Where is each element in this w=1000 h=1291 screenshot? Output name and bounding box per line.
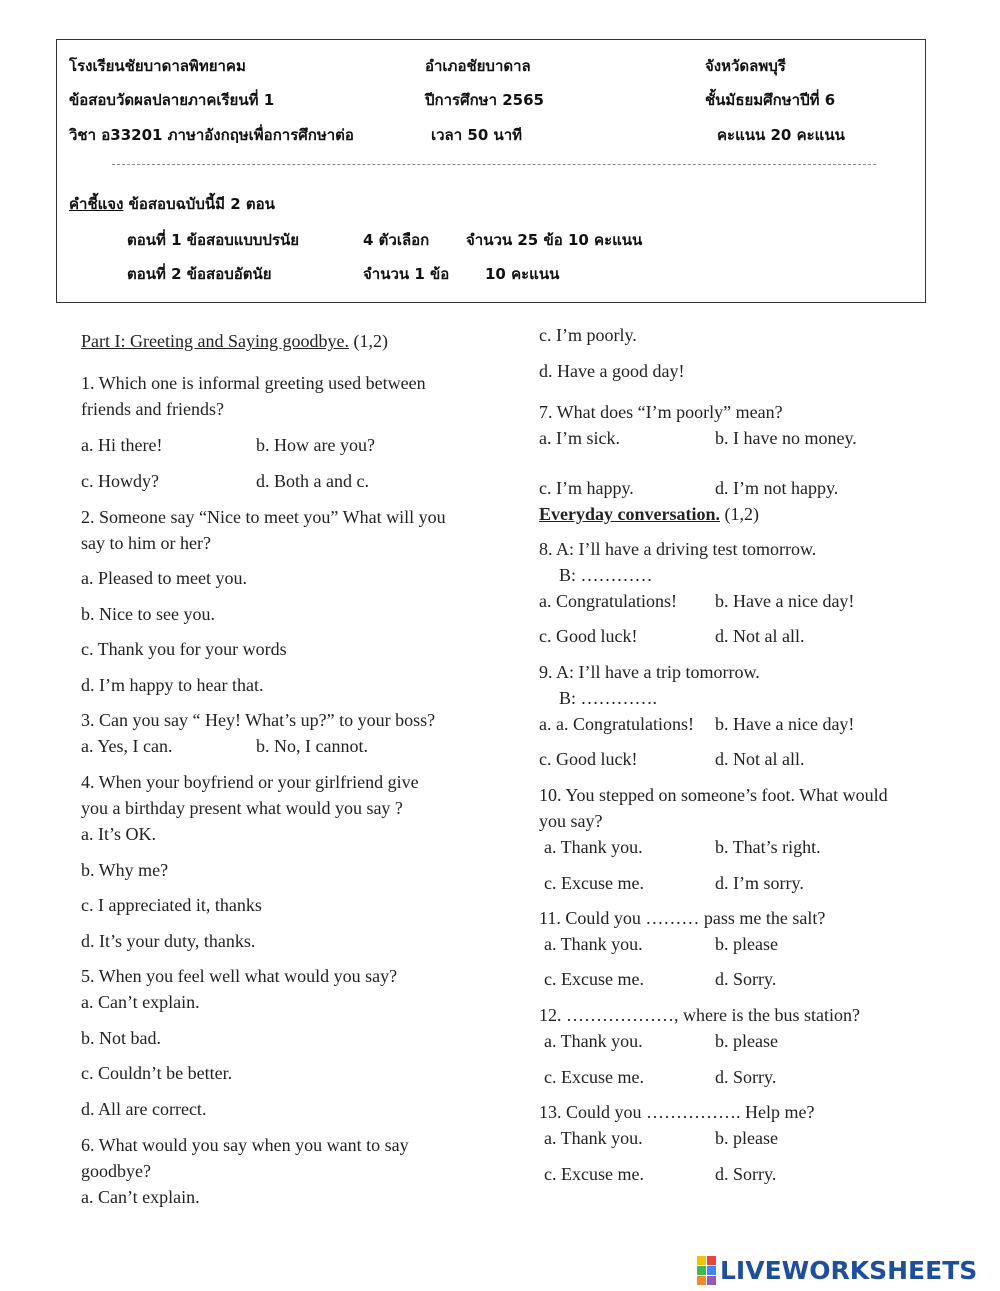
question-8-line1: 8. A: I’ll have a driving test tomorrow. (539, 539, 817, 559)
liveworksheets-logo[interactable] (697, 1255, 977, 1285)
q4-option-d: d. It’s your duty, thanks. (81, 931, 256, 951)
q6-option-c: c. I’m poorly. (539, 325, 637, 345)
q10-option-a: a. Thank you. (544, 837, 643, 857)
part1-title-text: Part I: Greeting and Saying goodbye. (81, 331, 349, 351)
q12-option-c: c. Excuse me. (544, 1067, 644, 1087)
q2-option-b: b. Nice to see you. (81, 604, 215, 624)
instructions-label: คำชี้แจง (69, 195, 124, 213)
part1-title (81, 330, 388, 352)
q8-option-d: d. Not al all. (715, 626, 805, 646)
q10-option-b: b. That’s right. (715, 837, 821, 857)
q5-option-b: b. Not bad. (81, 1028, 161, 1048)
q11-option-a: a. Thank you. (544, 934, 643, 954)
exam-title: ข้อสอบวัดผลปลายภาคเรียนที่ 1 (69, 91, 275, 109)
question-12-line1: 12. ………………, where is the bus station? (539, 1005, 860, 1025)
exam-header-box (56, 39, 926, 303)
q1-option-a: a. Hi there! (81, 435, 163, 455)
q13-option-d: d. Sorry. (715, 1164, 777, 1184)
question-3-line1: 3. Can you say “ Hey! What’s up?” to your boss? (81, 710, 436, 730)
q5-option-d: d. All are correct. (81, 1099, 207, 1119)
academic-year: ปีการศึกษา 2565 (425, 91, 544, 109)
question-1-line2: friends and friends? (81, 399, 224, 419)
question-9-line2: B: …………. (559, 688, 658, 708)
q6-option-a: a. Can’t explain. (81, 1187, 200, 1207)
question-8-line2: B: ………… (559, 565, 653, 585)
q8-option-b: b. Have a nice day! (715, 591, 855, 611)
question-1-line1: 1. Which one is informal greeting used between (81, 373, 426, 393)
q9-option-b: b. Have a nice day! (715, 714, 855, 734)
part1-title-suffix: (1,2) (348, 331, 388, 351)
question-6-line2: goodbye? (81, 1161, 151, 1181)
logo-square-1 (697, 1256, 706, 1265)
question-10-line2: you say? (539, 811, 603, 831)
q7-option-d: d. I’m not happy. (715, 478, 839, 498)
q3-option-b: b. No, I cannot. (256, 736, 368, 756)
q5-option-a: a. Can’t explain. (81, 992, 200, 1012)
logo-square-6 (707, 1276, 716, 1285)
q12-option-b: b. please (715, 1031, 778, 1051)
q13-option-a: a. Thank you. (544, 1128, 643, 1148)
subject-line: วิชา อ33201 ภาษาอังกฤษเพื่อการศึกษาต่อ (69, 126, 354, 144)
question-7-line1: 7. What does “I’m poorly” mean? (539, 402, 783, 422)
q10-option-c: c. Excuse me. (544, 873, 644, 893)
question-2-line2: say to him or her? (81, 533, 211, 553)
part1-choices: 4 ตัวเลือก (363, 231, 430, 249)
q12-option-a: a. Thank you. (544, 1031, 643, 1051)
q2-option-c: c. Thank you for your words (81, 639, 287, 659)
q13-option-b: b. please (715, 1128, 778, 1148)
logo-square-4 (707, 1266, 716, 1275)
q6-option-d: d. Have a good day! (539, 361, 685, 381)
question-6-line1: 6. What would you say when you want to say (81, 1135, 409, 1155)
grade-level: ชั้นมัธยมศึกษาปีที่ 6 (705, 91, 836, 109)
q2-option-d: d. I’m happy to hear that. (81, 675, 264, 695)
q7-option-c: c. I’m happy. (539, 478, 634, 498)
question-13-line1: 13. Could you ……………. Help me? (539, 1102, 815, 1122)
q1-option-b: b. How are you? (256, 435, 375, 455)
question-2-line1: 2. Someone say “Nice to meet you” What will you (81, 507, 446, 527)
instructions (69, 192, 275, 216)
section-everyday-suffix: (1,2) (719, 504, 759, 524)
question-11-line1: 11. Could you ……… pass me the salt? (539, 908, 826, 928)
header-divider (112, 164, 876, 165)
q1-option-c: c. Howdy? (81, 471, 159, 491)
q9-option-a: a. a. Congratulations! (539, 714, 694, 734)
q2-option-a: a. Pleased to meet you. (81, 568, 247, 588)
q3-option-a: a. Yes, I can. (81, 736, 173, 756)
district-name: อำเภอชัยบาดาล (425, 57, 531, 75)
logo-square-3 (697, 1266, 706, 1275)
q9-option-c: c. Good luck! (539, 749, 638, 769)
logo-text: LIVEWORKSHEETS (720, 1255, 978, 1285)
school-name: โรงเรียนชัยบาดาลพิทยาคม (69, 57, 246, 75)
question-5-line1: 5. When you feel well what would you say? (81, 966, 398, 986)
q12-option-d: d. Sorry. (715, 1067, 777, 1087)
question-4-line2: you a birthday present what would you say ? (81, 798, 403, 818)
province-name: จังหวัดลพบุรี (705, 57, 786, 75)
logo-squares-icon (697, 1256, 716, 1285)
part1-name: ตอนที่ 1 ข้อสอบแบบปรนัย (127, 231, 300, 249)
q11-option-d: d. Sorry. (715, 969, 777, 989)
logo-square-5 (697, 1276, 706, 1285)
q8-option-c: c. Good luck! (539, 626, 638, 646)
section-everyday-text: Everyday conversation. (539, 504, 720, 524)
exam-time: เวลา 50 นาที (431, 126, 523, 144)
part2-score: 10 คะแนน (485, 265, 560, 283)
part2-count: จำนวน 1 ข้อ (363, 265, 450, 283)
section-everyday-title (539, 503, 759, 525)
q11-option-c: c. Excuse me. (544, 969, 644, 989)
q13-option-c: c. Excuse me. (544, 1164, 644, 1184)
question-4-line1: 4. When your boyfriend or your girlfriend give (81, 772, 419, 792)
question-10-line1: 10. You stepped on someone’s foot. What would (539, 785, 888, 805)
q4-option-a: a. It’s OK. (81, 824, 156, 844)
q8-option-a: a. Congratulations! (539, 591, 677, 611)
q4-option-b: b. Why me? (81, 860, 169, 880)
q4-option-c: c. I appreciated it, thanks (81, 895, 262, 915)
instructions-text: ข้อสอบฉบับนี้มี 2 ตอน (123, 195, 275, 213)
q9-option-d: d. Not al all. (715, 749, 805, 769)
total-score: คะแนน 20 คะแนน (717, 126, 845, 144)
q7-option-a: a. I’m sick. (539, 428, 620, 448)
logo-square-2 (707, 1256, 716, 1265)
q7-option-b: b. I have no money. (715, 428, 857, 448)
part1-count: จำนวน 25 ข้อ 10 คะแนน (466, 231, 643, 249)
q5-option-c: c. Couldn’t be better. (81, 1063, 233, 1083)
q1-option-d: d. Both a and c. (256, 471, 369, 491)
q11-option-b: b. please (715, 934, 778, 954)
question-9-line1: 9. A: I’ll have a trip tomorrow. (539, 662, 760, 682)
q10-option-d: d. I’m sorry. (715, 873, 804, 893)
part2-name: ตอนที่ 2 ข้อสอบอัตนัย (127, 265, 272, 283)
